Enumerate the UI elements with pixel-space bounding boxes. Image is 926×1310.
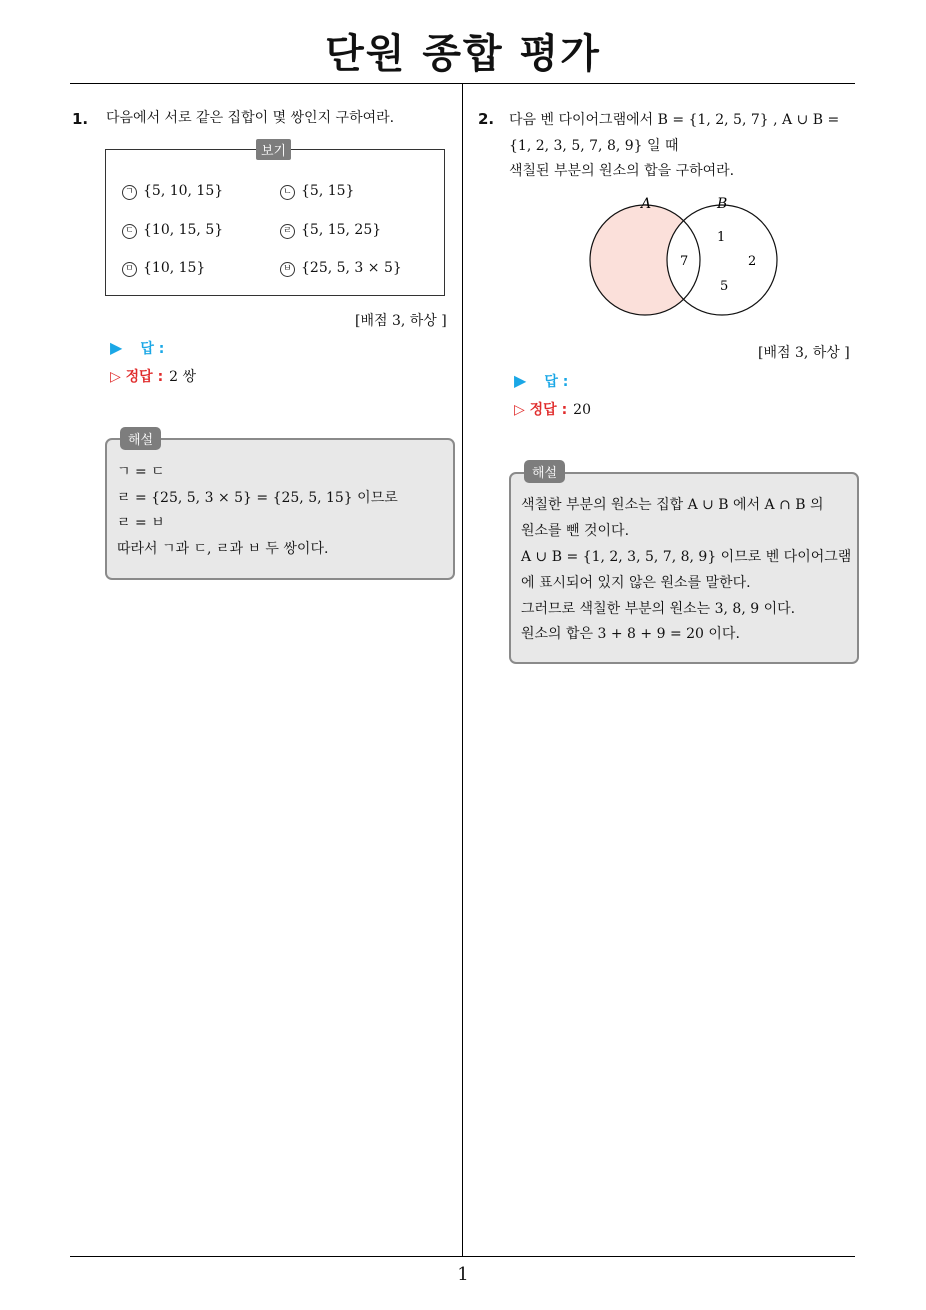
answer-row bbox=[110, 338, 164, 358]
page-number: 1 bbox=[457, 1264, 469, 1285]
solution-line: ㄹ = ㅂ bbox=[117, 515, 165, 531]
question-1-number: 1. bbox=[72, 110, 89, 128]
solution-line: ㄱ = ㄷ bbox=[117, 464, 165, 480]
solution-line: A ∪ B = {1, 2, 3, 5, 7, 8, 9} 이므로 벤 다이어그램 bbox=[521, 549, 852, 565]
solution-tag: 해설 bbox=[120, 427, 161, 450]
bogi-item bbox=[122, 222, 223, 239]
page-title: 단원 종합 평가 bbox=[325, 31, 601, 77]
correct-label: 정답 : bbox=[125, 369, 164, 385]
bogi-label: 보기 bbox=[256, 139, 291, 160]
question-2-number: 2. bbox=[478, 110, 495, 128]
bogi-item-text: {10, 15, 5} bbox=[143, 222, 224, 238]
bogi-item bbox=[122, 183, 223, 200]
b-only-value: 5 bbox=[720, 279, 729, 294]
bogi-item bbox=[280, 183, 354, 200]
bogi-item-text: {25, 5, 3 × 5} bbox=[301, 260, 402, 276]
column-divider bbox=[462, 84, 463, 1257]
solution-box bbox=[105, 438, 455, 580]
answer-label: 답 : bbox=[544, 374, 569, 390]
bogi-item bbox=[122, 260, 205, 277]
answer-label: 답 : bbox=[140, 341, 165, 357]
answer-row bbox=[514, 371, 568, 391]
correct-answer-row bbox=[514, 399, 591, 419]
circled-mark-icon: ㄴ bbox=[280, 185, 295, 200]
b-only-value: 1 bbox=[717, 230, 726, 245]
solution-line: 에 표시되어 있지 않은 원소를 말한다. bbox=[521, 575, 751, 591]
solution-line: 그러므로 색칠한 부분의 원소는 3, 8, 9 이다. bbox=[521, 601, 796, 617]
circled-mark-icon: ㄱ bbox=[122, 185, 137, 200]
set-a-label: A bbox=[641, 196, 652, 212]
circled-mark-icon: ㄹ bbox=[280, 224, 295, 239]
circled-mark-icon: ㅂ bbox=[280, 262, 295, 277]
venn-diagram bbox=[570, 190, 790, 320]
solution-line: 따라서 ㄱ과 ㄷ, ㄹ과 ㅂ 두 쌍이다. bbox=[117, 541, 329, 557]
circled-mark-icon: ㅁ bbox=[122, 262, 137, 277]
triangle-pointer-icon: ▶ bbox=[110, 338, 123, 357]
intersection-value: 7 bbox=[680, 254, 689, 269]
solution-tag: 해설 bbox=[524, 460, 565, 483]
triangle-outline-icon: ▷ bbox=[110, 369, 126, 385]
solution-line: 원소를 뺀 것이다. bbox=[521, 523, 630, 539]
question-2-line: 색칠된 부분의 원소의 합을 구하여라. bbox=[509, 163, 735, 179]
b-only-value: 2 bbox=[748, 254, 757, 269]
question-1-text: 다음에서 서로 같은 집합이 몇 쌍인지 구하여라. bbox=[106, 110, 395, 126]
question-2-line: {1, 2, 3, 5, 7, 8, 9} 일 때 bbox=[509, 138, 679, 154]
solution-line: ㄹ = {25, 5, 3 × 5} = {25, 5, 15} 이므로 bbox=[117, 490, 398, 506]
triangle-pointer-icon: ▶ bbox=[514, 371, 527, 390]
correct-value: 20 bbox=[573, 402, 591, 418]
bogi-item-text: {5, 10, 15} bbox=[143, 183, 224, 199]
correct-answer-row bbox=[110, 366, 196, 386]
solution-line: 원소의 합은 3 + 8 + 9 = 20 이다. bbox=[521, 626, 740, 642]
bogi-item-text: {5, 15, 25} bbox=[301, 222, 382, 238]
correct-label: 정답 : bbox=[529, 402, 568, 418]
score-label: [배점 3, 하상 ] bbox=[758, 345, 850, 361]
triangle-outline-icon: ▷ bbox=[514, 402, 530, 418]
bogi-item-text: {10, 15} bbox=[143, 260, 206, 276]
score-label: [배점 3, 하상 ] bbox=[355, 313, 447, 329]
footer-divider bbox=[70, 1256, 855, 1257]
question-2-line: 다음 벤 다이어그램에서 B = {1, 2, 5, 7} , A ∪ B = bbox=[509, 112, 840, 128]
set-b-label: B bbox=[717, 196, 728, 212]
circled-mark-icon: ㄷ bbox=[122, 224, 137, 239]
solution-line: 색칠한 부분의 원소는 집합 A ∪ B 에서 A ∩ B 의 bbox=[521, 497, 824, 513]
correct-value: 2 쌍 bbox=[169, 369, 197, 385]
bogi-item bbox=[280, 260, 402, 277]
bogi-item-text: {5, 15} bbox=[301, 183, 355, 199]
bogi-item bbox=[280, 222, 381, 239]
